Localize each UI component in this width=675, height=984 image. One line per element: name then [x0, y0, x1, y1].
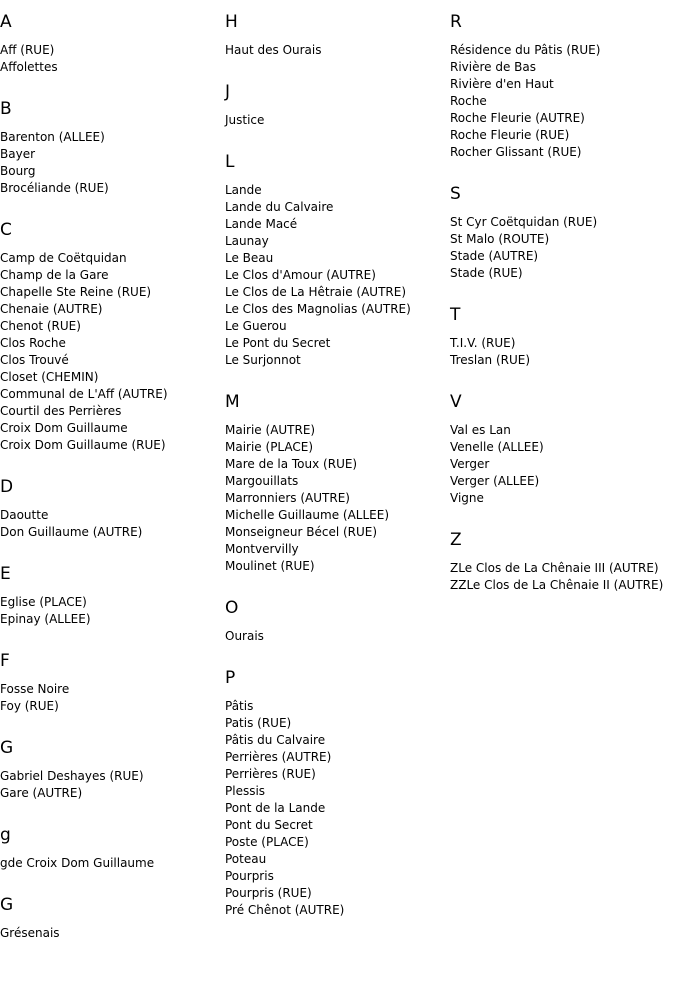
- street-item: Communal de L'Aff (AUTRE): [0, 387, 168, 401]
- street-list: [0, 855, 225, 872]
- street-item: Gare (AUTRE): [0, 786, 83, 800]
- street-list: [0, 594, 225, 628]
- street-item: Haut des Ourais: [225, 43, 322, 57]
- street-item: Treslan (RUE): [450, 353, 531, 367]
- street-list: [450, 335, 675, 369]
- street-item: Launay: [225, 234, 269, 248]
- column-1: [0, 11, 225, 942]
- street-item: Le Surjonnot: [225, 353, 301, 367]
- street-item: Rivière d'en Haut: [450, 77, 554, 91]
- letter-group: [225, 391, 450, 597]
- letter-group: [0, 563, 225, 650]
- street-item: Le Pont du Secret: [225, 336, 331, 350]
- street-list: [225, 42, 450, 59]
- street-list: [450, 214, 675, 282]
- street-item: Stade (AUTRE): [450, 249, 539, 263]
- section-letter: H: [225, 12, 238, 32]
- street-item: Stade (RUE): [450, 266, 523, 280]
- street-item: Pré Chênot (AUTRE): [225, 903, 345, 917]
- street-list: [0, 925, 225, 942]
- street-item: St Malo (ROUTE): [450, 232, 550, 246]
- street-item: Marronniers (AUTRE): [225, 491, 350, 505]
- street-item: Don Guillaume (AUTRE): [0, 525, 143, 539]
- section-letter: R: [450, 12, 462, 32]
- section-letter: S: [450, 184, 461, 204]
- street-list: [225, 112, 450, 129]
- street-item: Venelle (ALLEE): [450, 440, 544, 454]
- street-item: Le Clos d'Amour (AUTRE): [225, 268, 376, 282]
- street-item: Courtil des Perrières: [0, 404, 122, 418]
- street-list: [225, 628, 450, 645]
- street-item: Mairie (PLACE): [225, 440, 314, 454]
- street-item: Brocéliande (RUE): [0, 181, 109, 195]
- section-letter: B: [0, 99, 12, 119]
- section-letter: L: [225, 152, 235, 172]
- section-letter: J: [225, 82, 231, 102]
- street-item: Poteau: [225, 852, 267, 866]
- section-letter: T: [450, 305, 461, 325]
- street-list: [450, 560, 675, 594]
- street-item: Mairie (AUTRE): [225, 423, 316, 437]
- street-item: Barenton (ALLEE): [0, 130, 105, 144]
- letter-group: [450, 183, 675, 304]
- street-item: Lande du Calvaire: [225, 200, 334, 214]
- street-item: Montvervilly: [225, 542, 299, 556]
- street-item: Poste (PLACE): [225, 835, 309, 849]
- letter-group: [450, 529, 675, 594]
- street-item: Closet (CHEMIN): [0, 370, 99, 384]
- letter-group: [450, 11, 675, 183]
- street-item: Rivière de Bas: [450, 60, 537, 74]
- street-item: Affolettes: [0, 60, 58, 74]
- letter-group: [225, 151, 450, 391]
- street-item: Val es Lan: [450, 423, 511, 437]
- street-item: Croix Dom Guillaume: [0, 421, 128, 435]
- letter-group: [0, 98, 225, 219]
- section-letter: E: [0, 564, 11, 584]
- street-item: Verger (ALLEE): [450, 474, 540, 488]
- street-item: ZZLe Clos de La Chênaie II (AUTRE): [450, 578, 664, 592]
- street-item: Pont du Secret: [225, 818, 313, 832]
- street-item: Michelle Guillaume (ALLEE): [225, 508, 389, 522]
- street-item: Champ de la Gare: [0, 268, 109, 282]
- street-item: Aff (RUE): [0, 43, 55, 57]
- street-item: Moulinet (RUE): [225, 559, 315, 573]
- letter-group: [0, 824, 225, 894]
- letter-group: [0, 650, 225, 737]
- section-letter: M: [225, 392, 240, 412]
- street-list: [225, 182, 450, 369]
- letter-group: [0, 11, 225, 98]
- letter-group: [0, 476, 225, 563]
- section-letter: G: [0, 738, 14, 758]
- street-item: Le Clos des Magnolias (AUTRE): [225, 302, 411, 316]
- street-item: Lande Macé: [225, 217, 298, 231]
- street-item: Justice: [225, 113, 265, 127]
- street-item: Le Clos de La Hêtraie (AUTRE): [225, 285, 406, 299]
- letter-group: [450, 391, 675, 529]
- letter-group: [450, 304, 675, 391]
- street-item: Clos Trouvé: [0, 353, 69, 367]
- street-item: Pont de la Lande: [225, 801, 326, 815]
- street-item: Chenaie (AUTRE): [0, 302, 103, 316]
- street-item: Vigne: [450, 491, 484, 505]
- street-item: Mare de la Toux (RUE): [225, 457, 358, 471]
- section-letter: g: [0, 825, 11, 845]
- street-list: [0, 768, 225, 802]
- letter-group: [225, 597, 450, 667]
- column-3: [450, 11, 675, 594]
- street-item: Ourais: [225, 629, 264, 643]
- street-item: Monseigneur Bécel (RUE): [225, 525, 378, 539]
- street-list: [450, 42, 675, 161]
- street-item: Eglise (PLACE): [0, 595, 87, 609]
- street-item: gde Croix Dom Guillaume: [0, 856, 155, 870]
- street-item: Daoutte: [0, 508, 49, 522]
- street-item: Rocher Glissant (RUE): [450, 145, 582, 159]
- street-item: Lande: [225, 183, 262, 197]
- street-list: [225, 698, 450, 919]
- street-item: Foy (RUE): [0, 699, 59, 713]
- street-item: Le Beau: [225, 251, 274, 265]
- street-item: ZLe Clos de La Chênaie III (AUTRE): [450, 561, 659, 575]
- street-item: Perrières (AUTRE): [225, 750, 332, 764]
- street-item: Pourpris: [225, 869, 274, 883]
- section-letter: O: [225, 598, 239, 618]
- street-item: Roche Fleurie (AUTRE): [450, 111, 585, 125]
- street-item: Pâtis: [225, 699, 254, 713]
- street-item: Chenot (RUE): [0, 319, 81, 333]
- street-item: Plessis: [225, 784, 266, 798]
- street-item: Roche Fleurie (RUE): [450, 128, 570, 142]
- section-letter: C: [0, 220, 12, 240]
- street-list: [0, 129, 225, 197]
- street-item: Bourg: [0, 164, 36, 178]
- street-item: Résidence du Pâtis (RUE): [450, 43, 601, 57]
- section-letter: V: [450, 392, 462, 412]
- street-item: Grésenais: [0, 926, 60, 940]
- section-letter: Z: [450, 530, 462, 550]
- letter-group: [225, 667, 450, 919]
- street-list: [0, 250, 225, 454]
- street-item: St Cyr Coëtquidan (RUE): [450, 215, 598, 229]
- street-item: Verger: [450, 457, 490, 471]
- letter-group: [0, 894, 225, 942]
- street-item: Patis (RUE): [225, 716, 292, 730]
- street-item: Pourpris (RUE): [225, 886, 312, 900]
- street-item: Croix Dom Guillaume (RUE): [0, 438, 166, 452]
- street-item: Fosse Noire: [0, 682, 70, 696]
- street-list: [0, 42, 225, 76]
- street-item: Bayer: [0, 147, 36, 161]
- letter-group: [0, 737, 225, 824]
- street-item: T.I.V. (RUE): [450, 336, 516, 350]
- letter-group: [225, 11, 450, 81]
- street-list: [450, 422, 675, 507]
- street-item: Chapelle Ste Reine (RUE): [0, 285, 152, 299]
- letter-group: [0, 219, 225, 476]
- street-list: [225, 422, 450, 575]
- section-letter: F: [0, 651, 10, 671]
- section-letter: D: [0, 477, 14, 497]
- section-letter: G: [0, 895, 14, 915]
- street-item: Margouillats: [225, 474, 299, 488]
- street-item: Pâtis du Calvaire: [225, 733, 326, 747]
- street-item: Gabriel Deshayes (RUE): [0, 769, 144, 783]
- section-letter: A: [0, 12, 12, 32]
- street-item: Camp de Coëtquidan: [0, 251, 127, 265]
- street-item: Le Guerou: [225, 319, 287, 333]
- street-list: [0, 681, 225, 715]
- column-2: [225, 11, 450, 919]
- street-list: [0, 507, 225, 541]
- section-letter: P: [225, 668, 236, 688]
- street-item: Roche: [450, 94, 487, 108]
- street-item: Epinay (ALLEE): [0, 612, 91, 626]
- letter-group: [225, 81, 450, 151]
- street-item: Perrières (RUE): [225, 767, 316, 781]
- street-item: Clos Roche: [0, 336, 66, 350]
